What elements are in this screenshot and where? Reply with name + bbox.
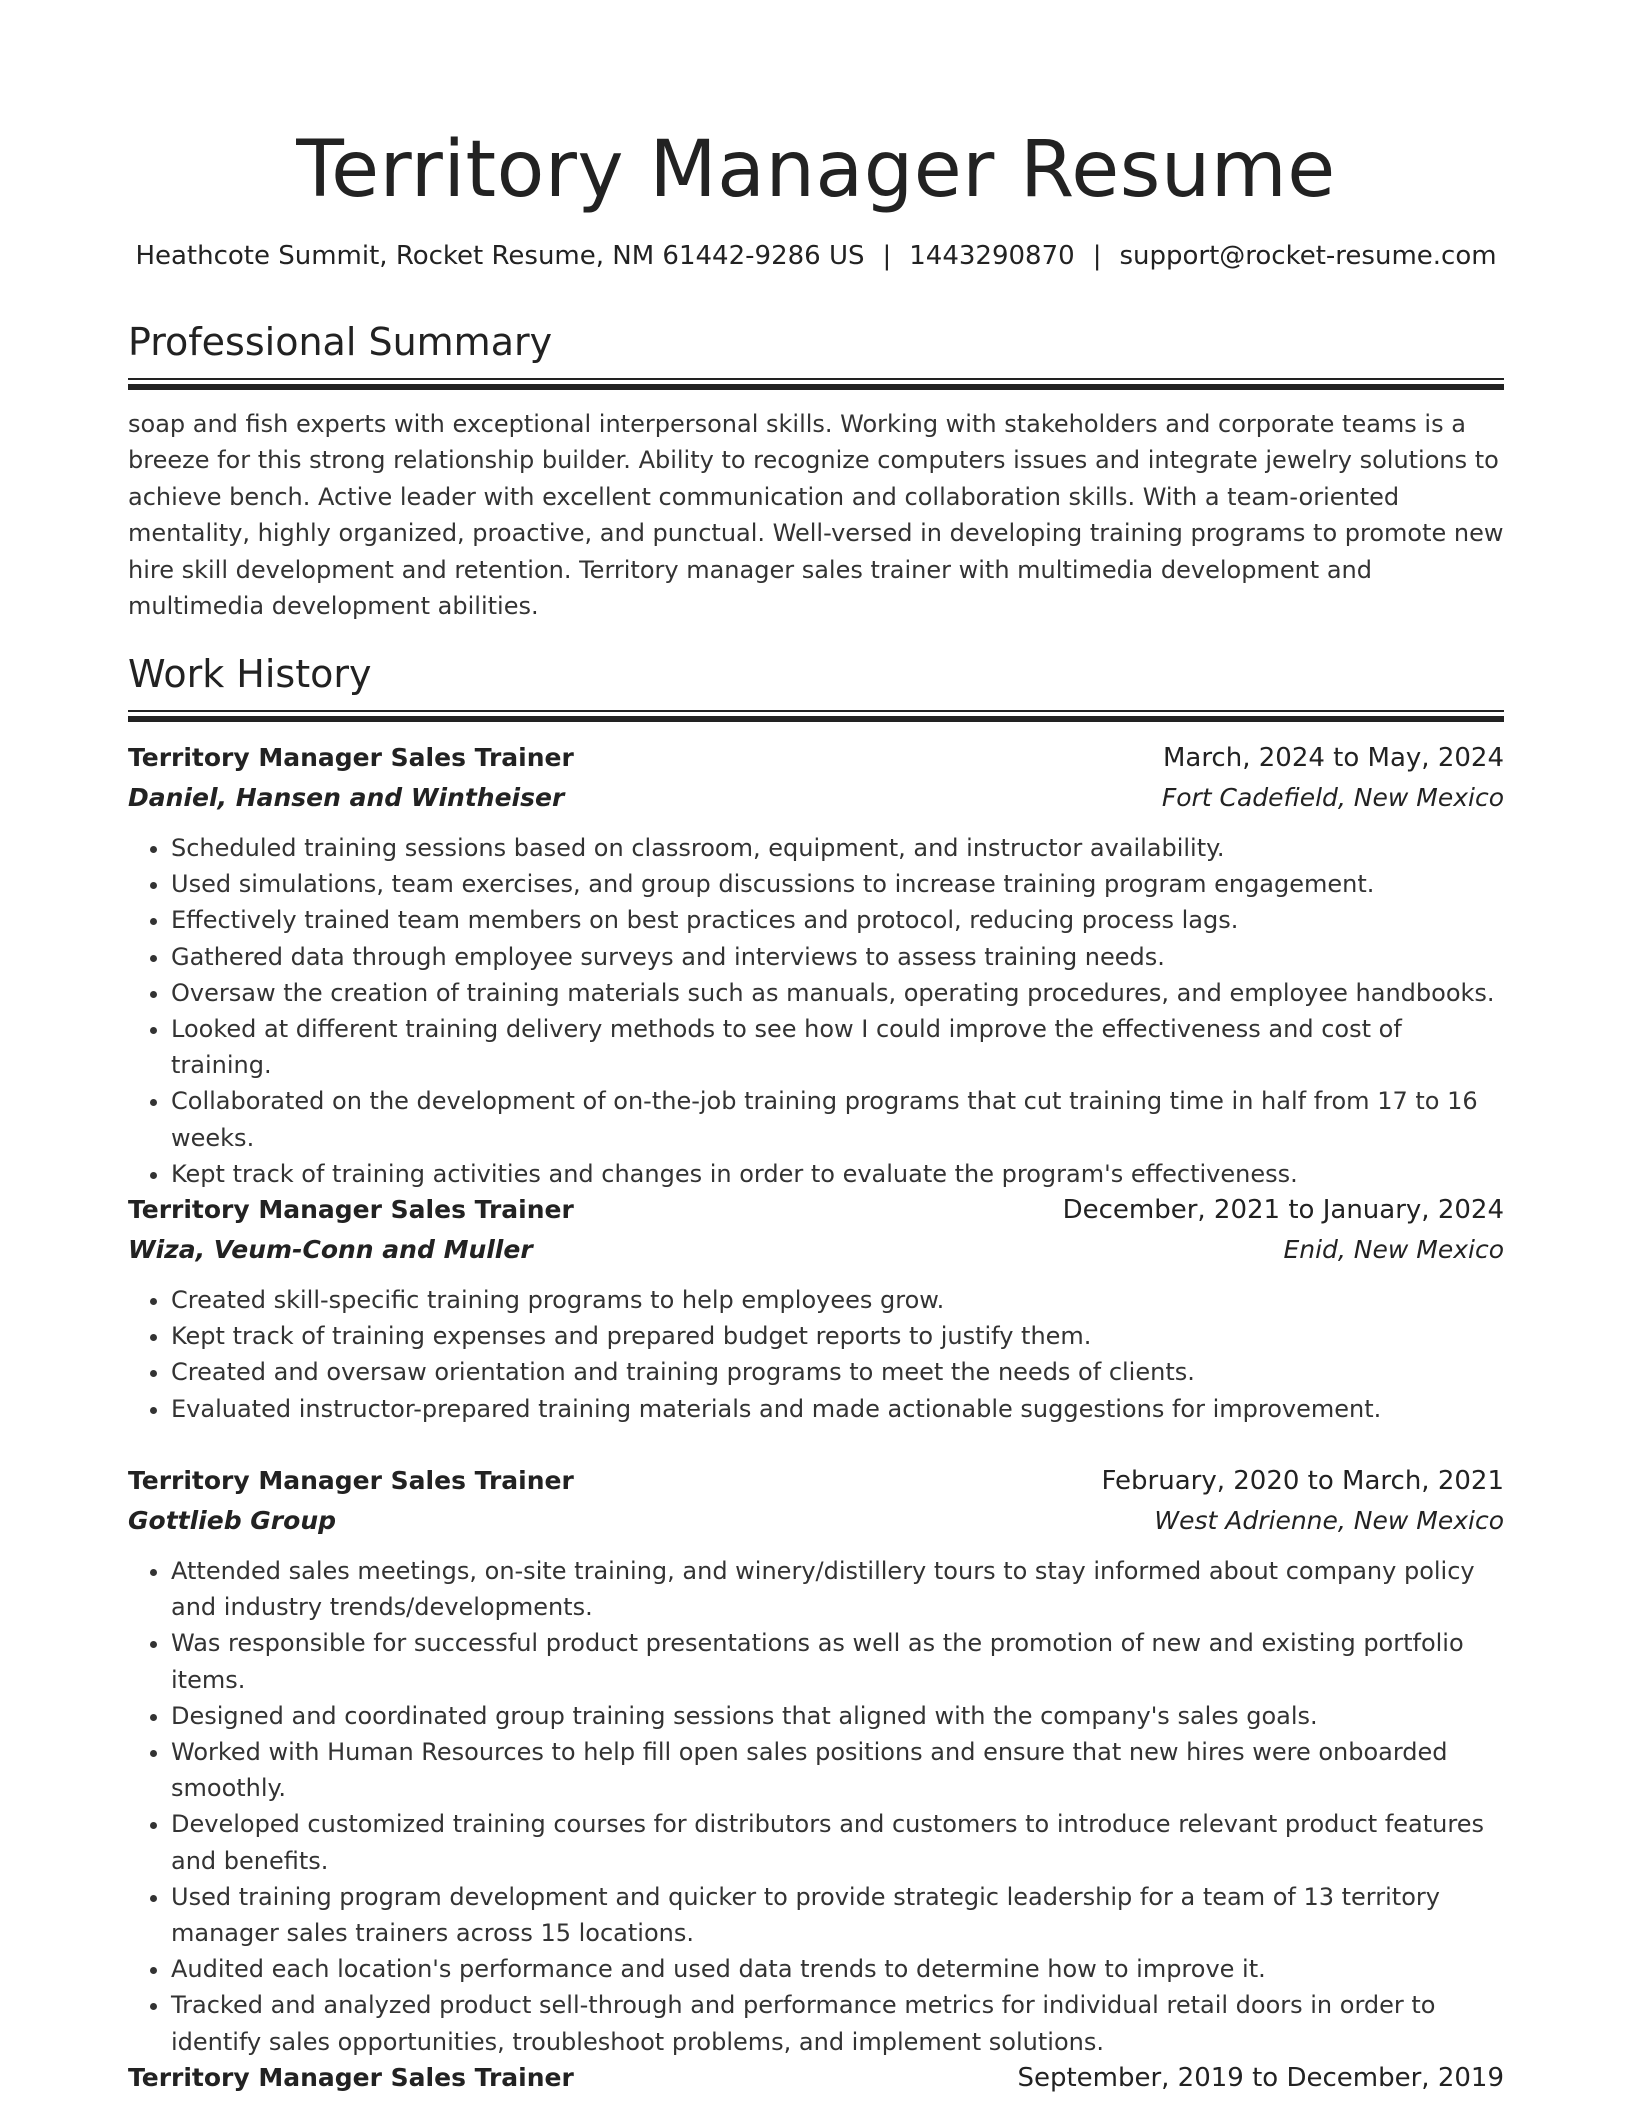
- job-entry: [128, 1461, 1504, 2060]
- job-bullet: • Used training program development and quicker to provide strategic leadership for a team of 13 territory manager sales trainers across 15 locations.: [171, 1879, 1504, 1951]
- resume-title: Territory Manager Resume: [296, 125, 1336, 215]
- summary-heading: Professional Summary: [128, 320, 553, 364]
- job-bullet: • Audited each location's performance and used data trends to determine how to improve it.: [171, 1951, 1504, 1987]
- job-bullet: • Evaluated instructor-prepared training materials and made actionable suggestions for improvement.: [171, 1391, 1504, 1427]
- job-bullet: • Kept track of training activities and changes in order to evaluate the program's effectiveness.: [171, 1156, 1504, 1192]
- contact-separator: |: [882, 241, 892, 271]
- job-bullet: • Collaborated on the development of on-the-job training programs that cut training time in half from 17 to 16 weeks.: [171, 1083, 1504, 1155]
- job-title: Territory Manager Sales Trainer: [128, 2063, 574, 2092]
- job-title: Territory Manager Sales Trainer: [128, 1195, 574, 1224]
- job-bullet: • Created skill-specific training programs to help employees grow.: [171, 1282, 1504, 1318]
- job-location: Fort Cadefield, New Mexico: [1161, 783, 1504, 812]
- job-bullet: • Scheduled training sessions based on classroom, equipment, and instructor availability.: [171, 830, 1504, 866]
- job-entry: [128, 738, 1504, 1192]
- summary-text: soap and fish experts with exceptional interpersonal skills. Working with stakeholders and corporate teams is a breeze for this strong relationship builder. Ability to recognize computers issues and integrate jewelry solutions to achieve bench. Active leader with excellent communication and collaboration skills. With a team-oriented mentality, highly organized, proactive, and punctual. Well-versed in developing training programs to promote new hire skill development and retention. Territory manager sales trainer with multimedia development and multimedia development abilities.: [128, 410, 1504, 621]
- job-bullet: • Created and oversaw orientation and training programs to meet the needs of clients.: [171, 1354, 1504, 1390]
- contact-phone: 1443290870: [909, 241, 1075, 271]
- job-bullet-list: [128, 830, 1504, 1192]
- job-location: Enid, New Mexico: [1283, 1235, 1504, 1264]
- job-bullet-list: [128, 1282, 1504, 1427]
- job-entry: [128, 1190, 1504, 1427]
- job-bullet: • Was responsible for successful product presentations as well as the promotion of new and existing portfolio items.: [171, 1625, 1504, 1697]
- job-bullet-list: [128, 1553, 1504, 2060]
- job-title: Territory Manager Sales Trainer: [128, 743, 574, 772]
- job-bullet: • Developed customized training courses for distributors and customers to introduce relevant product features and benefits.: [171, 1806, 1504, 1878]
- job-bullet: • Tracked and analyzed product sell-through and performance metrics for individual retail doors in order to identify sales opportunities, troubleshoot problems, and implement solutions.: [171, 1987, 1504, 2059]
- job-dates: December, 2021 to January, 2024: [1062, 1195, 1504, 1225]
- job-title: Territory Manager Sales Trainer: [128, 1466, 574, 1495]
- section-divider: [128, 378, 1504, 389]
- contact-email: support@rocket-resume.com: [1119, 241, 1497, 271]
- job-bullet: • Used simulations, team exercises, and group discussions to increase training program engagement.: [171, 866, 1504, 902]
- contact-line: [128, 238, 1504, 274]
- job-bullet: • Designed and coordinated group training sessions that aligned with the company's sales goals.: [171, 1698, 1504, 1734]
- job-dates: September, 2019 to December, 2019: [1017, 2063, 1504, 2093]
- job-dates: February, 2020 to March, 2021: [1101, 1466, 1504, 1496]
- section-divider: [128, 710, 1504, 721]
- contact-separator: |: [1092, 241, 1102, 271]
- company-name: Daniel, Hansen and Wintheiser: [128, 783, 565, 812]
- job-bullet: • Worked with Human Resources to help fill open sales positions and ensure that new hires were onboarded smoothly.: [171, 1734, 1504, 1806]
- company-name: Gottlieb Group: [128, 1506, 337, 1535]
- job-bullet: • Oversaw the creation of training materials such as manuals, operating procedures, and employee handbooks.: [171, 975, 1504, 1011]
- company-name: Wiza, Veum-Conn and Muller: [128, 1235, 533, 1264]
- job-bullet: • Looked at different training delivery methods to see how I could improve the effectiveness and cost of training.: [171, 1011, 1504, 1083]
- job-bullet: • Attended sales meetings, on-site training, and winery/distillery tours to stay informed about company policy and industry trends/developments.: [171, 1553, 1504, 1625]
- contact-address: Heathcote Summit, Rocket Resume, NM 61442-9286 US: [135, 241, 865, 271]
- job-location: West Adrienne, New Mexico: [1154, 1506, 1504, 1535]
- job-dates: March, 2024 to May, 2024: [1162, 743, 1504, 773]
- job-bullet: • Gathered data through employee surveys and interviews to assess training needs.: [171, 939, 1504, 975]
- work-history-heading: Work History: [128, 652, 372, 696]
- job-bullet: • Effectively trained team members on best practices and protocol, reducing process lags.: [171, 902, 1504, 938]
- job-entry: [128, 2058, 1504, 2098]
- job-bullet: • Kept track of training expenses and prepared budget reports to justify them.: [171, 1318, 1504, 1354]
